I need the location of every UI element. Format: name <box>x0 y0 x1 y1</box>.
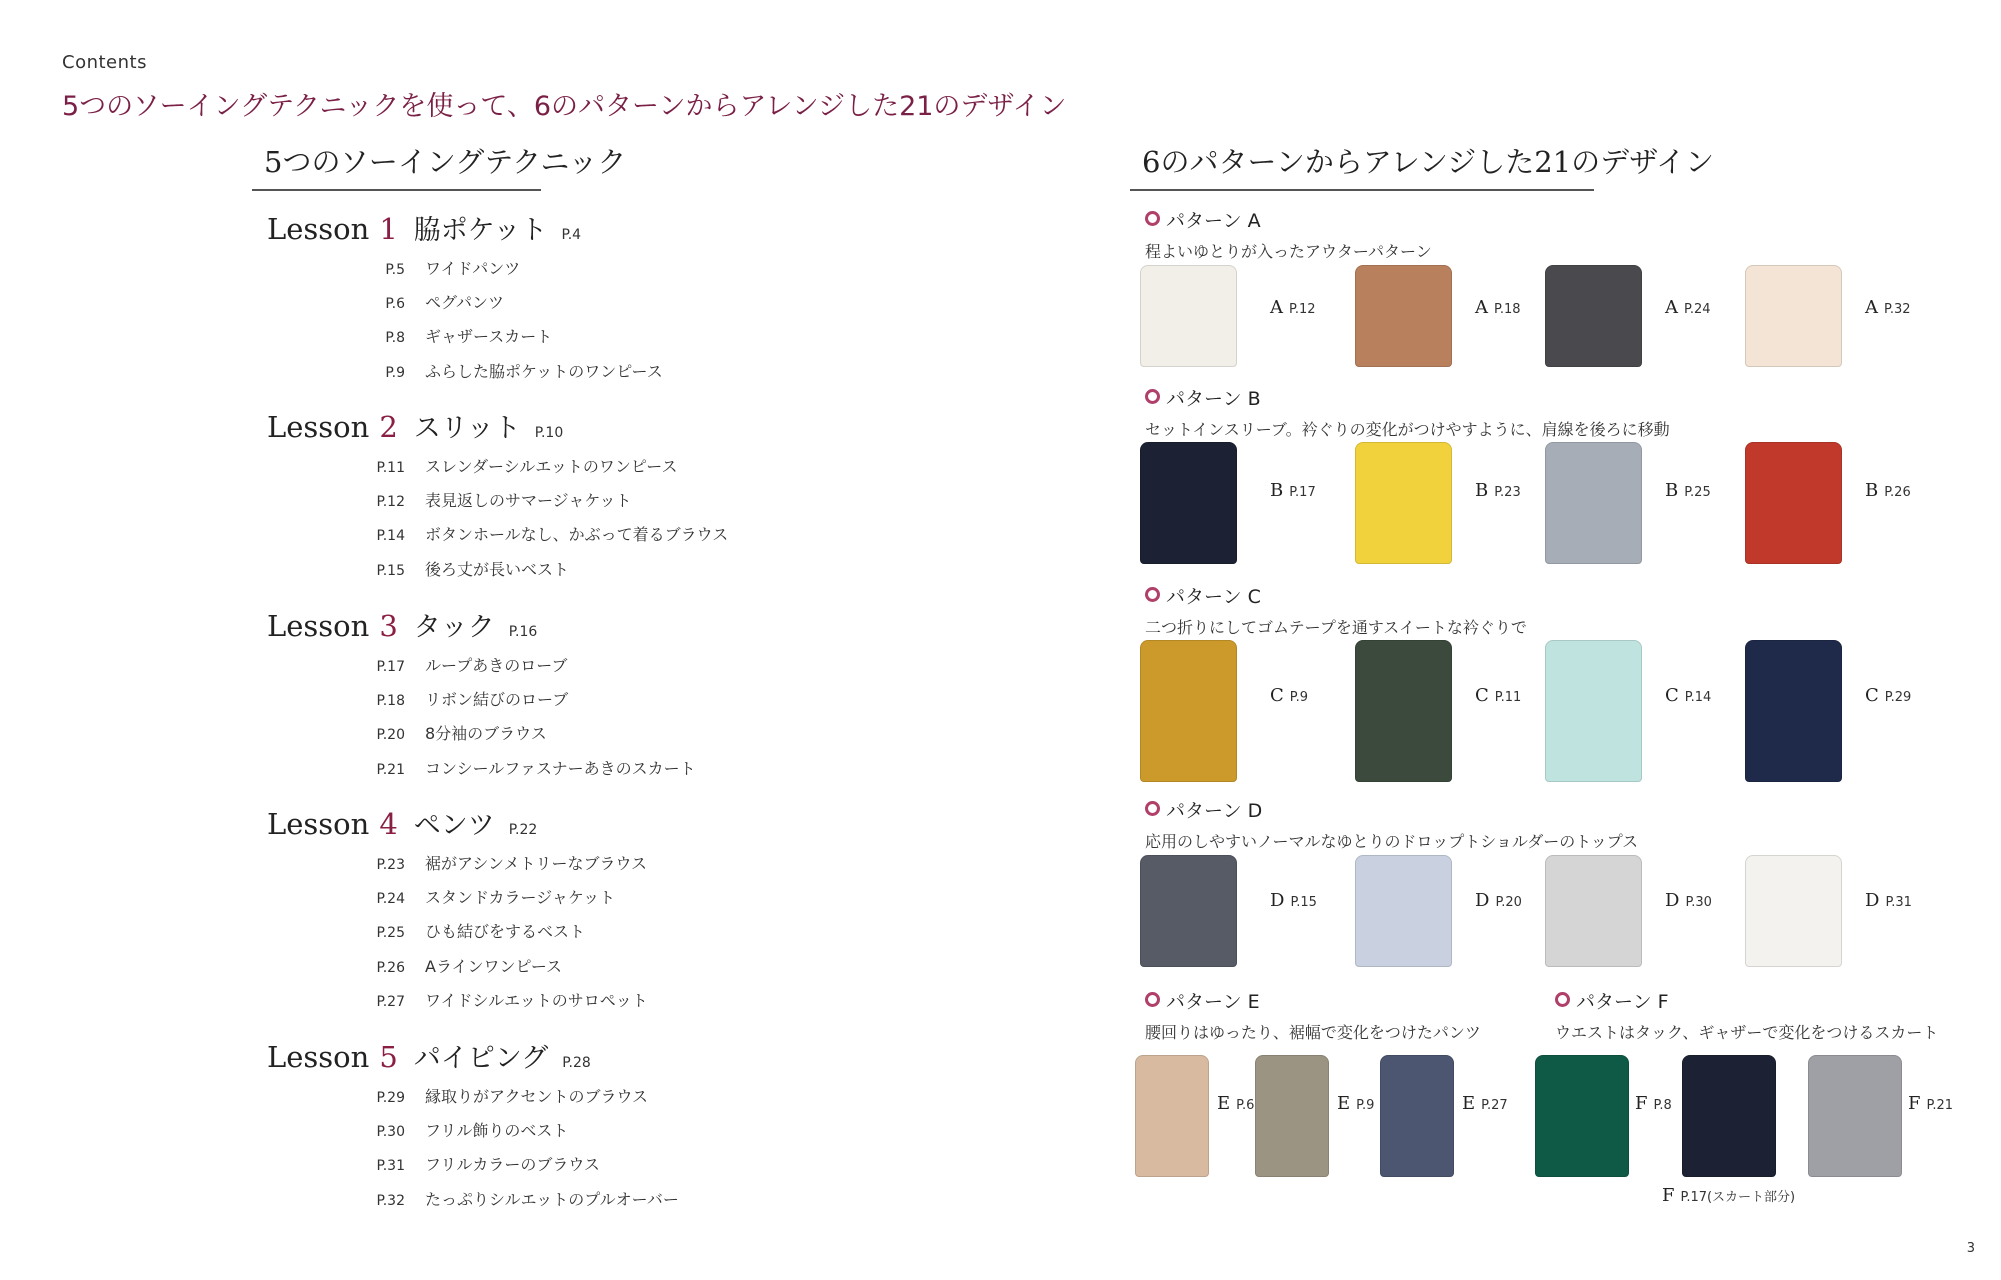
pattern-header <box>1145 796 1638 852</box>
lesson-number: 2 <box>379 410 398 444</box>
item-page-ref: P.25 <box>376 925 405 942</box>
garment-page-ref: P.21 <box>1926 1098 1953 1113</box>
garment-photo <box>1745 855 1842 967</box>
list-item[interactable] <box>355 355 663 389</box>
pattern-header <box>1145 582 1527 638</box>
item-page-ref: P.26 <box>376 959 405 976</box>
lesson-word-label: Lesson <box>267 212 370 246</box>
list-item[interactable] <box>355 950 648 984</box>
list-item[interactable] <box>355 649 696 683</box>
pattern-label <box>1145 582 1527 609</box>
pattern-description: ウエストはタック、ギャザーで変化をつけるスカート <box>1555 1023 1939 1042</box>
item-title: 縁取りがアクセントのブラウス <box>425 1087 649 1106</box>
garment-photo <box>1255 1055 1329 1177</box>
garment-page-ref: P.11 <box>1494 690 1522 705</box>
pattern-letter: A <box>1865 297 1878 318</box>
garment-page-ref: P.8 <box>1653 1098 1672 1113</box>
lesson-title: ペンツ <box>413 810 495 841</box>
garment-caption <box>1908 1093 1953 1114</box>
garment-photo <box>1745 640 1842 782</box>
item-page-ref: P.17 <box>376 659 405 675</box>
pattern-letter: E <box>1462 1093 1476 1114</box>
item-title: たっぷりシルエットのプルオーバー <box>425 1189 679 1209</box>
lesson-page-ref: P.10 <box>534 425 564 441</box>
lesson-word-label: Lesson <box>267 410 370 444</box>
page-number: 3 <box>1966 1241 1975 1256</box>
lesson-page-ref: P.4 <box>561 227 582 243</box>
item-page-ref: P.14 <box>376 528 405 545</box>
item-page-ref: P.31 <box>376 1158 405 1175</box>
lesson-word-label: Lesson <box>267 807 370 841</box>
garment-page-ref: P.30 <box>1685 895 1712 910</box>
item-page-ref: P.5 <box>385 262 405 278</box>
lesson-3 <box>267 605 696 778</box>
garment-photo <box>1140 640 1237 782</box>
lesson-heading[interactable] <box>267 406 563 445</box>
item-page-ref: P.11 <box>376 460 405 476</box>
garment-photo <box>1140 442 1237 564</box>
item-title: 後ろ丈が長いベスト <box>425 559 570 579</box>
pattern-letter: B <box>1865 480 1879 501</box>
garment-photo <box>1545 855 1642 967</box>
lesson-item-list <box>355 649 696 786</box>
pattern-letter: C <box>1270 685 1284 706</box>
item-title: Aラインワンピース <box>425 956 563 976</box>
pattern-letter: F <box>1662 1185 1675 1206</box>
item-title: スレンダーシルエットのワンピース <box>425 457 678 476</box>
lesson-item-list <box>355 1080 679 1217</box>
garment-photo <box>1545 265 1642 367</box>
lesson-title: 脇ポケット <box>413 215 548 246</box>
pattern-name: パターン E <box>1166 991 1260 1013</box>
pattern-header <box>1145 987 1481 1043</box>
item-page-ref: P.18 <box>376 693 405 710</box>
list-item[interactable] <box>355 1183 679 1217</box>
garment-page-ref: P.17 <box>1289 485 1316 500</box>
item-title: ひも結びをするベスト <box>425 922 586 942</box>
lesson-title: スリット <box>413 413 521 444</box>
item-page-ref: P.27 <box>376 993 405 1010</box>
list-item[interactable] <box>355 847 648 881</box>
item-page-ref: P.15 <box>376 562 405 579</box>
garment-photo <box>1135 1055 1209 1177</box>
list-item[interactable] <box>355 450 728 484</box>
garment-page-ref: P.18 <box>1494 302 1521 317</box>
garment-page-ref: P.25 <box>1684 485 1711 500</box>
garment-photo <box>1535 1055 1629 1177</box>
item-title: ギャザースカート <box>425 327 553 347</box>
lesson-title: パイピング <box>413 1043 549 1074</box>
garment-caption <box>1337 1093 1374 1114</box>
designs-heading: 6のパターンからアレンジした21のデザイン <box>1130 140 1594 191</box>
lesson-heading[interactable] <box>267 605 537 644</box>
garment-page-ref: P.9 <box>1289 690 1308 705</box>
lesson-item-list <box>355 252 663 389</box>
item-title: ループあきのローブ <box>425 656 568 675</box>
garment-caption <box>1270 480 1316 501</box>
lesson-heading[interactable] <box>267 1036 591 1075</box>
lesson-page-ref: P.16 <box>508 624 538 640</box>
pattern-letter: C <box>1475 685 1489 706</box>
garment-page-ref: P.31 <box>1885 895 1912 910</box>
garment-caption <box>1665 297 1711 318</box>
garment-photo <box>1355 265 1452 367</box>
item-title: フリル飾りのベスト <box>425 1121 569 1141</box>
garment-caption <box>1462 1093 1508 1114</box>
garment-photo <box>1745 442 1842 564</box>
garment-page-ref: P.26 <box>1884 485 1911 500</box>
pattern-letter: B <box>1665 480 1679 501</box>
bullet-icon <box>1145 801 1160 816</box>
bullet-icon <box>1555 992 1570 1007</box>
lesson-heading[interactable] <box>267 803 537 842</box>
lesson-word-label: Lesson <box>267 1040 370 1074</box>
contents-label: Contents <box>62 52 147 73</box>
pattern-description: 応用のしやすいノーマルなゆとりのドロップトショルダーのトップス <box>1145 832 1639 851</box>
item-title: フリルカラーのブラウス <box>425 1155 600 1175</box>
item-page-ref: P.29 <box>376 1090 405 1106</box>
list-item[interactable] <box>355 984 648 1018</box>
garment-page-ref: P.12 <box>1289 302 1316 317</box>
garment-page-ref: P.27 <box>1481 1098 1508 1113</box>
list-item[interactable] <box>355 286 663 320</box>
techniques-heading: 5つのソーイングテクニック <box>252 140 541 191</box>
pattern-letter: E <box>1217 1093 1231 1114</box>
lesson-title: タック <box>413 612 495 643</box>
list-item[interactable] <box>355 881 648 915</box>
pattern-letter: A <box>1270 297 1283 318</box>
item-title: ワイドパンツ <box>425 259 521 278</box>
lesson-page-ref: P.28 <box>562 1055 591 1071</box>
pattern-letter: B <box>1475 480 1489 501</box>
item-page-ref: P.8 <box>385 330 405 347</box>
pattern-letter: A <box>1475 297 1488 318</box>
list-item[interactable] <box>355 1080 679 1114</box>
pattern-name: パターン A <box>1166 210 1261 232</box>
garment-caption <box>1865 480 1911 501</box>
pattern-description: 二つ折りにしてゴムテープを通すスイートな衿ぐりで <box>1145 618 1527 637</box>
item-title: ボタンホールなし、かぶって着るブラウス <box>425 525 729 545</box>
garment-photo <box>1682 1055 1776 1177</box>
item-page-ref: P.23 <box>376 857 405 873</box>
item-page-ref: P.6 <box>385 296 405 313</box>
lesson-4 <box>267 803 648 1010</box>
list-item[interactable] <box>355 518 728 552</box>
garment-caption <box>1475 890 1522 911</box>
list-item[interactable] <box>355 1148 679 1182</box>
garment-page-ref: P.17(スカート部分) <box>1680 1190 1796 1205</box>
pattern-header <box>1145 206 1432 262</box>
garment-caption <box>1270 890 1317 911</box>
garment-page-ref: P.24 <box>1684 302 1711 317</box>
lesson-number: 5 <box>379 1040 398 1074</box>
pattern-letter: D <box>1270 890 1285 911</box>
lesson-5 <box>267 1036 679 1209</box>
garment-caption <box>1662 1185 1795 1206</box>
pattern-label <box>1145 206 1432 233</box>
item-page-ref: P.9 <box>385 364 405 381</box>
lesson-number: 4 <box>379 807 398 841</box>
pattern-header <box>1555 987 1938 1043</box>
pattern-label <box>1555 987 1938 1014</box>
garment-page-ref: P.20 <box>1495 895 1522 910</box>
pattern-name: パターン D <box>1166 800 1263 822</box>
list-item[interactable] <box>355 683 696 717</box>
item-title: ペグパンツ <box>425 293 505 313</box>
item-title: 8分袖のブラウス <box>425 724 547 744</box>
pattern-label <box>1145 384 1670 411</box>
garment-caption <box>1665 685 1711 706</box>
garment-caption <box>1865 297 1911 318</box>
item-title: 表見返しのサマージャケット <box>425 491 632 511</box>
pattern-letter: A <box>1665 297 1678 318</box>
pattern-letter: D <box>1665 890 1680 911</box>
garment-photo <box>1140 855 1237 967</box>
garment-photo <box>1545 640 1642 782</box>
bullet-icon <box>1145 211 1160 226</box>
garment-page-ref: P.29 <box>1884 690 1912 705</box>
item-title: ふらした脇ポケットのワンピース <box>425 361 663 381</box>
garment-photo <box>1808 1055 1902 1177</box>
pattern-letter: D <box>1865 890 1880 911</box>
pattern-letter: E <box>1337 1093 1351 1114</box>
pattern-letter: C <box>1865 685 1879 706</box>
lesson-number: 3 <box>379 609 398 643</box>
pattern-label <box>1145 796 1638 823</box>
item-page-ref: P.24 <box>376 891 405 908</box>
pattern-header <box>1145 384 1670 440</box>
garment-page-ref: P.32 <box>1884 302 1911 317</box>
garment-page-ref: P.23 <box>1494 485 1521 500</box>
lesson-item-list <box>355 450 728 587</box>
garment-caption <box>1865 890 1912 911</box>
garment-page-ref: P.14 <box>1684 690 1712 705</box>
garment-photo <box>1355 855 1452 967</box>
lesson-1 <box>267 208 663 381</box>
pattern-description: 程よいゆとりが入ったアウターパターン <box>1145 242 1432 261</box>
list-item[interactable] <box>355 915 648 949</box>
item-title: コンシールファスナーあきのスカート <box>425 758 696 778</box>
list-item[interactable] <box>355 320 663 354</box>
garment-page-ref: P.6 <box>1236 1098 1255 1113</box>
bullet-icon <box>1145 992 1160 1007</box>
pattern-name: パターン C <box>1166 586 1261 608</box>
list-item[interactable] <box>355 553 728 587</box>
list-item[interactable] <box>355 252 663 286</box>
item-page-ref: P.21 <box>376 761 405 778</box>
bullet-icon <box>1145 389 1160 404</box>
list-item[interactable] <box>355 717 696 751</box>
garment-caption <box>1270 297 1316 318</box>
garment-caption <box>1475 297 1521 318</box>
list-item[interactable] <box>355 752 696 786</box>
garment-photo <box>1140 265 1237 367</box>
pattern-name: パターン F <box>1576 991 1669 1013</box>
item-page-ref: P.12 <box>376 494 405 511</box>
lesson-number: 1 <box>379 212 398 246</box>
item-title: スタンドカラージャケット <box>425 888 616 908</box>
garment-photo <box>1545 442 1642 564</box>
pattern-letter: F <box>1635 1093 1648 1114</box>
garment-caption <box>1665 480 1711 501</box>
pattern-name: パターン B <box>1166 388 1261 410</box>
garment-caption <box>1217 1093 1254 1114</box>
lesson-word-label: Lesson <box>267 609 370 643</box>
pattern-description: セットインスリーブ。衿ぐりの変化がつけやすように、肩線を後ろに移動 <box>1145 420 1670 439</box>
garment-photo <box>1745 265 1842 367</box>
item-title: リボン結びのローブ <box>425 690 569 710</box>
lesson-heading[interactable] <box>267 208 581 247</box>
list-item[interactable] <box>355 1114 679 1148</box>
lesson-page-ref: P.22 <box>508 822 538 838</box>
item-page-ref: P.30 <box>376 1124 405 1141</box>
garment-caption <box>1475 480 1521 501</box>
item-page-ref: P.32 <box>376 1192 405 1209</box>
lesson-2 <box>267 406 729 579</box>
pattern-letter: B <box>1270 480 1284 501</box>
garment-page-ref: P.15 <box>1290 895 1317 910</box>
garment-photo <box>1355 640 1452 782</box>
pattern-label <box>1145 987 1481 1014</box>
item-title: 裾がアシンメトリーなブラウス <box>425 854 648 873</box>
lesson-item-list <box>355 847 648 1018</box>
pattern-letter: D <box>1475 890 1490 911</box>
garment-caption <box>1865 685 1911 706</box>
item-page-ref: P.20 <box>376 727 405 744</box>
garment-photo <box>1355 442 1452 564</box>
list-item[interactable] <box>355 484 728 518</box>
garment-caption <box>1665 890 1712 911</box>
pattern-letter: F <box>1908 1093 1921 1114</box>
page-title: 5つのソーイングテクニックを使って、6のパターンからアレンジした21のデザイン <box>62 91 1067 122</box>
bullet-icon <box>1145 587 1160 602</box>
pattern-letter: C <box>1665 685 1679 706</box>
garment-caption <box>1635 1093 1672 1114</box>
garment-caption <box>1475 685 1521 706</box>
garment-photo <box>1380 1055 1454 1177</box>
pattern-description: 腰回りはゆったり、裾幅で変化をつけたパンツ <box>1145 1023 1481 1042</box>
garment-caption <box>1270 685 1308 706</box>
item-title: ワイドシルエットのサロペット <box>425 990 648 1010</box>
garment-page-ref: P.9 <box>1356 1098 1375 1113</box>
